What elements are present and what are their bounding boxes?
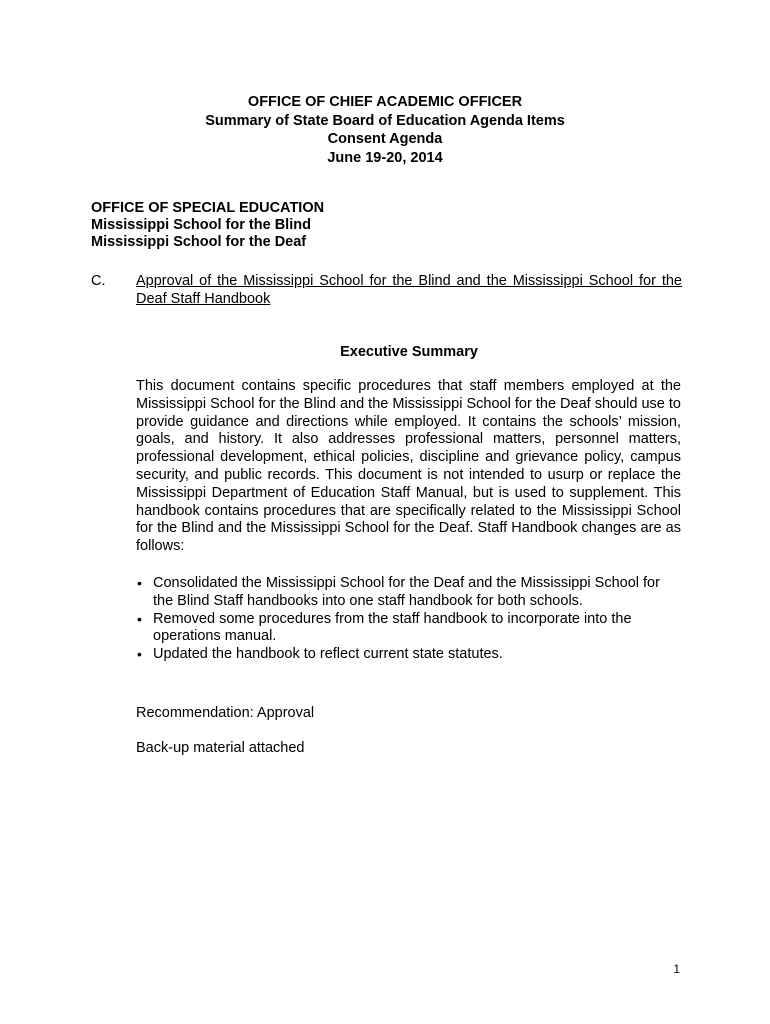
change-text: Updated the handbook to reflect current state statutes. [153, 646, 503, 663]
item-title: Approval of the Mississippi School for the Blind and the Mississippi School for the Deaf Staff Handbook [136, 273, 682, 307]
document-header [0, 93, 770, 167]
backup-note: Back-up material attached [136, 740, 305, 756]
list-item [136, 646, 681, 664]
change-text: Removed some procedures from the staff handbook to incorporate into the operations manual. [153, 610, 632, 645]
list-item [136, 575, 681, 611]
header-agenda-type: Consent Agenda [327, 131, 443, 147]
office-block [91, 200, 324, 251]
recommendation: Recommendation: Approval [136, 705, 315, 721]
list-item [136, 611, 681, 647]
bullet-icon: • [137, 610, 142, 627]
header-summary-title: Summary of State Board of Education Agenda Items [205, 112, 565, 129]
executive-summary-heading: Executive Summary [340, 344, 478, 360]
bullet-icon: • [137, 575, 142, 591]
school-blind: Mississippi School for the Blind [91, 217, 311, 233]
bullet-icon: • [137, 646, 142, 663]
header-office-title: OFFICE OF CHIEF ACADEMIC OFFICER [247, 94, 523, 110]
item-letter: C. [91, 273, 106, 289]
header-meeting-date: June 19-20, 2014 [327, 149, 443, 166]
school-deaf: Mississippi School for the Deaf [91, 234, 307, 250]
page-number: 1 [673, 962, 680, 976]
office-name: OFFICE OF SPECIAL EDUCATION [91, 200, 325, 216]
change-text: Consolidated the Mississippi School for the Deaf and the Mississippi School for the Blind Staff handbooks into one staff handbook for both schools. [153, 575, 660, 609]
changes-list [136, 575, 681, 664]
executive-summary-body: This document contains specific procedures that staff members employed at the Mississippi School for the Blind and the Mississippi School for the Deaf should use to provide guidance and directions while employed. It contains the schools’ mission, goals, and history. It also addresses professional matters, personnel matters, professional development, ethical policies, discipline and grievance policy, campus security, and public records. This document is not intended to usurp or replace the Mississippi Department of Education Staff Manual, but is used to supplement. This handbook contains procedures that are specifically related to the Mississippi School for the Blind and the Mississippi School for the Deaf. Staff Handbook changes are as follows: [136, 378, 681, 555]
